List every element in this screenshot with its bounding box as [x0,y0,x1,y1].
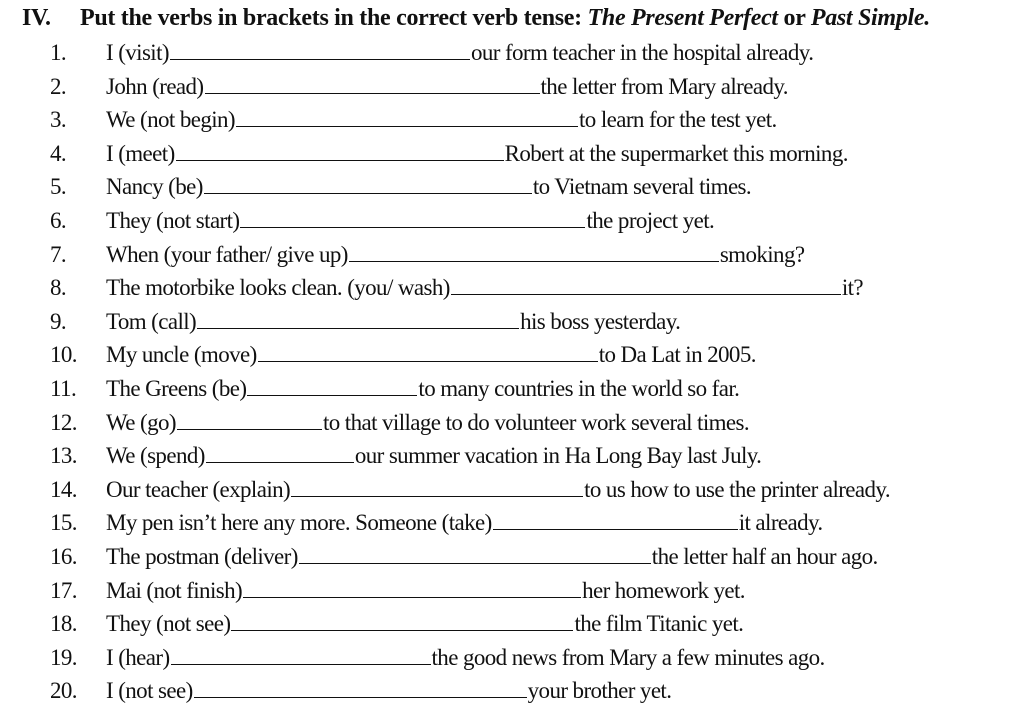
item-sentence [106,641,825,675]
item-sentence [106,70,788,104]
answer-blank[interactable] [451,274,841,295]
item-sentence [106,170,751,204]
exercise-item [0,439,1024,473]
item-number: 18. [50,611,77,637]
answer-blank[interactable] [243,577,581,598]
item-continuation: to us how to use the printer already. [584,476,890,502]
tense-past-simple: Past Simple. [810,5,930,31]
answer-blank[interactable] [291,476,583,497]
item-prompt: I (meet) [106,140,175,166]
item-sentence [106,305,680,339]
item-sentence [106,473,890,507]
item-number: 16. [50,543,77,569]
answer-blank[interactable] [206,442,354,463]
answer-blank[interactable] [197,308,519,329]
item-continuation: the letter half an hour ago. [651,543,878,569]
exercise-item [0,238,1024,272]
item-prompt: They (not start) [106,207,240,233]
answer-blank[interactable] [349,241,719,262]
item-number: 10. [50,342,77,368]
exercise-instruction: Put the verbs in brackets in the correct verb tense: [80,5,588,31]
answer-blank[interactable] [299,543,651,564]
item-prompt: I (hear) [106,644,170,670]
item-prompt: Our teacher (explain) [106,476,291,502]
item-sentence [106,674,671,708]
item-continuation: to that village to do volunteer work several times. [322,409,750,435]
answer-blank[interactable] [247,375,417,396]
item-prompt: The Greens (be) [106,375,247,401]
item-continuation: it? [841,275,864,301]
answer-blank[interactable] [170,39,470,60]
item-number: 2. [50,73,67,99]
item-continuation: the project yet. [586,207,715,233]
tense-connector: or [777,5,811,31]
item-sentence [106,439,761,473]
exercise-item [0,103,1024,137]
item-number: 1. [50,40,67,65]
answer-blank[interactable] [177,409,322,430]
item-sentence [106,607,743,641]
item-continuation: to learn for the test yet. [578,107,777,133]
item-prompt: When (your father/ give up) [106,241,348,267]
exercise-item [0,574,1024,608]
item-continuation: smoking? [719,241,805,267]
item-prompt: I (visit) [106,40,169,65]
answer-blank[interactable] [240,207,585,228]
exercise-item [0,271,1024,305]
item-continuation: our form teacher in the hospital already. [470,40,814,65]
item-number: 3. [50,107,67,133]
item-continuation: to Da Lat in 2005. [598,342,756,368]
item-prompt: Tom (call) [106,308,197,334]
item-number: 17. [50,577,77,603]
item-number: 6. [50,207,67,233]
item-sentence [106,406,749,440]
item-sentence [106,137,848,171]
exercise-item [0,473,1024,507]
item-continuation: our summer vacation in Ha Long Bay last July. [354,443,762,469]
item-continuation: her homework yet. [582,577,745,603]
exercise-item [0,506,1024,540]
item-number: 12. [50,409,77,435]
exercise-item [0,338,1024,372]
answer-blank[interactable] [231,610,573,631]
item-number: 19. [50,644,77,670]
item-number: 7. [50,241,67,267]
item-sentence [106,238,804,272]
item-prompt: We (spend) [106,443,205,469]
item-sentence [106,271,863,305]
tense-present-perfect: The Present Perfect [587,5,778,31]
exercise-item [0,204,1024,238]
item-prompt: My pen isn’t here any more. Someone (take) [106,510,492,536]
item-number: 9. [50,308,67,334]
item-sentence [106,103,777,137]
answer-blank[interactable] [194,677,527,698]
exercise-item [0,70,1024,104]
exercise-heading [22,2,930,34]
item-prompt: We (go) [106,409,176,435]
exercise-item [0,372,1024,406]
item-number: 14. [50,476,77,502]
item-prompt: They (not see) [106,611,231,637]
item-number: 8. [50,275,67,301]
item-prompt: Mai (not finish) [106,577,243,603]
exercise-item [0,674,1024,708]
exercise-number: IV. [22,5,51,31]
item-number: 13. [50,443,77,469]
exercise-list [0,36,1024,708]
item-continuation: the good news from Mary a few minutes ago. [431,644,825,670]
item-prompt: I (not see) [106,678,193,704]
answer-blank[interactable] [258,341,598,362]
item-sentence [106,338,756,372]
item-number: 11. [50,375,77,401]
exercise-item [0,406,1024,440]
exercise-item [0,540,1024,574]
item-prompt: My uncle (move) [106,342,257,368]
item-sentence [106,574,745,608]
exercise-item [0,170,1024,204]
item-number: 15. [50,510,77,536]
item-continuation: his boss yesterday. [520,308,681,334]
item-continuation: the letter from Mary already. [540,73,788,99]
item-sentence [106,372,739,406]
item-sentence [106,36,813,70]
answer-blank[interactable] [176,140,504,161]
answer-blank[interactable] [493,509,738,530]
item-prompt: John (read) [106,73,204,99]
exercise-item [0,137,1024,171]
exercise-item [0,36,1024,70]
item-number: 20. [50,678,77,704]
item-continuation: the film Titanic yet. [574,611,744,637]
item-continuation: to Vietnam several times. [532,174,752,200]
item-prompt: We (not begin) [106,107,235,133]
exercise-item [0,607,1024,641]
item-continuation: Robert at the supermarket this morning. [504,140,848,166]
exercise-item [0,641,1024,675]
item-continuation: your brother yet. [527,678,672,704]
answer-blank[interactable] [205,73,540,94]
item-sentence [106,204,714,238]
exercise-item [0,305,1024,339]
item-number: 5. [50,174,67,200]
item-sentence [106,540,878,574]
answer-blank[interactable] [171,644,431,665]
answer-blank[interactable] [236,106,578,127]
answer-blank[interactable] [204,173,532,194]
item-prompt: The motorbike looks clean. (you/ wash) [106,275,450,301]
item-continuation: it already. [738,510,823,536]
item-prompt: The postman (deliver) [106,543,298,569]
item-sentence [106,506,823,540]
item-number: 4. [50,140,67,166]
item-prompt: Nancy (be) [106,174,203,200]
item-continuation: to many countries in the world so far. [418,375,740,401]
